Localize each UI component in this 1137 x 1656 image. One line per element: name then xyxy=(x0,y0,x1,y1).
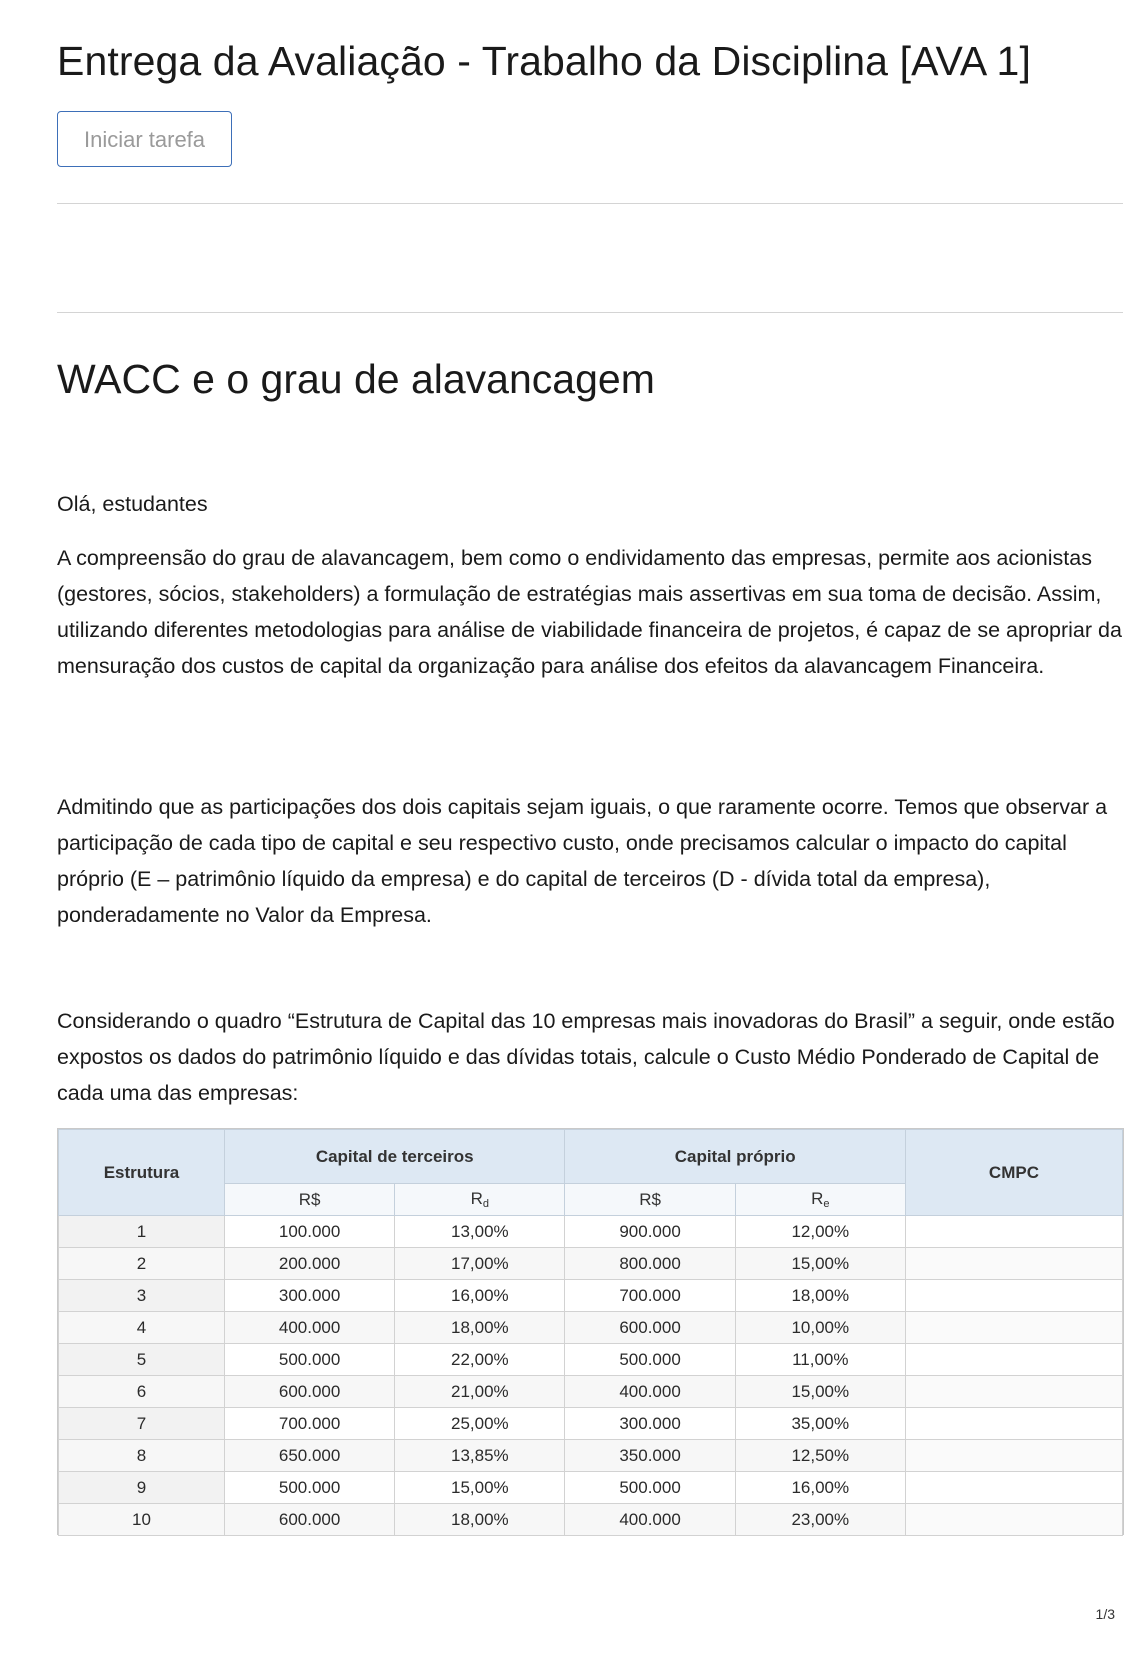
cell-debt-value: 600.000 xyxy=(224,1504,394,1536)
cell-cmpc xyxy=(905,1248,1122,1280)
cell-estrutura: 3 xyxy=(59,1280,225,1312)
cell-debt-rate: 16,00% xyxy=(395,1280,565,1312)
cell-cmpc xyxy=(905,1376,1122,1408)
cell-debt-value: 100.000 xyxy=(224,1216,394,1248)
table-row xyxy=(59,1216,1123,1248)
table-row xyxy=(59,1408,1123,1440)
table-row xyxy=(59,1248,1123,1280)
cell-debt-rate: 22,00% xyxy=(395,1344,565,1376)
greeting-text: Olá, estudantes xyxy=(57,492,208,516)
divider xyxy=(57,312,1123,313)
cell-equity-rate: 16,00% xyxy=(735,1472,905,1504)
cell-estrutura: 7 xyxy=(59,1408,225,1440)
divider xyxy=(57,203,1123,204)
cell-debt-rate: 18,00% xyxy=(395,1312,565,1344)
table-row xyxy=(59,1504,1123,1536)
table-row xyxy=(59,1440,1123,1472)
cell-cmpc xyxy=(905,1280,1122,1312)
cell-equity-value: 700.000 xyxy=(565,1280,735,1312)
cell-debt-rate: 18,00% xyxy=(395,1504,565,1536)
cell-equity-value: 800.000 xyxy=(565,1248,735,1280)
paragraph-capital-participation: Admitindo que as participações dos dois capitais sejam iguais, o que raramente ocorre. Temos que observar a participação de cada tipo de capital e seu respectivo custo, onde precisamos calcular o impacto do capital próprio (E – patrimônio líquido da empresa) e do capital de terceiros (D - dívida total da empresa), ponderadamente no Valor da Empresa. xyxy=(57,795,1108,927)
header-debt-currency: R$ xyxy=(224,1184,394,1216)
cell-cmpc xyxy=(905,1344,1122,1376)
cell-debt-rate: 13,85% xyxy=(395,1440,565,1472)
cell-debt-value: 700.000 xyxy=(224,1408,394,1440)
header-capital-terceiros: Capital de terceiros xyxy=(224,1130,564,1184)
header-equity-currency: R$ xyxy=(565,1184,735,1216)
cell-equity-rate: 18,00% xyxy=(735,1280,905,1312)
paragraph-instructions: Considerando o quadro “Estrutura de Capital das 10 empresas mais inovadoras do Brasil” a seguir, onde estão expostos os dados do patrimônio líquido e das dívidas totais, calcule o Custo Médio Ponderado de Capital de cada uma das empresas: xyxy=(57,1009,1115,1105)
cell-equity-value: 500.000 xyxy=(565,1472,735,1504)
header-equity-rate: $R_e$ xyxy=(735,1184,905,1216)
header-capital-proprio: Capital próprio xyxy=(565,1130,905,1184)
cell-estrutura: 6 xyxy=(59,1376,225,1408)
cell-equity-rate: 10,00% xyxy=(735,1312,905,1344)
header-estrutura: Estrutura xyxy=(59,1130,225,1216)
cell-equity-value: 300.000 xyxy=(565,1408,735,1440)
page-title: Entrega da Avaliação - Trabalho da Disciplina [AVA 1] xyxy=(57,38,1031,84)
cell-equity-value: 400.000 xyxy=(565,1504,735,1536)
cell-debt-rate: 25,00% xyxy=(395,1408,565,1440)
cell-estrutura: 9 xyxy=(59,1472,225,1504)
cell-cmpc xyxy=(905,1312,1122,1344)
cell-equity-rate: 23,00% xyxy=(735,1504,905,1536)
cell-estrutura: 2 xyxy=(59,1248,225,1280)
cell-debt-rate: 13,00% xyxy=(395,1216,565,1248)
table-row xyxy=(59,1312,1123,1344)
cell-equity-value: 500.000 xyxy=(565,1344,735,1376)
cell-debt-value: 500.000 xyxy=(224,1472,394,1504)
cell-cmpc xyxy=(905,1408,1122,1440)
cell-equity-rate: 15,00% xyxy=(735,1248,905,1280)
table-row xyxy=(59,1280,1123,1312)
cell-estrutura: 10 xyxy=(59,1504,225,1536)
cell-debt-value: 200.000 xyxy=(224,1248,394,1280)
cell-cmpc xyxy=(905,1216,1122,1248)
cell-estrutura: 8 xyxy=(59,1440,225,1472)
cell-estrutura: 4 xyxy=(59,1312,225,1344)
cell-debt-value: 400.000 xyxy=(224,1312,394,1344)
cell-equity-rate: 35,00% xyxy=(735,1408,905,1440)
cell-equity-rate: 15,00% xyxy=(735,1376,905,1408)
cell-cmpc xyxy=(905,1472,1122,1504)
start-task-button[interactable]: Iniciar tarefa xyxy=(57,111,232,167)
cell-debt-value: 300.000 xyxy=(224,1280,394,1312)
cell-equity-value: 350.000 xyxy=(565,1440,735,1472)
cell-cmpc xyxy=(905,1440,1122,1472)
cell-equity-value: 400.000 xyxy=(565,1376,735,1408)
capital-structure-table xyxy=(58,1129,1123,1536)
cell-equity-rate: 12,50% xyxy=(735,1440,905,1472)
cell-debt-rate: 21,00% xyxy=(395,1376,565,1408)
paragraph-intro: A compreensão do grau de alavancagem, bem como o endividamento das empresas, permite aos acionistas (gestores, sócios, stakeholders) a formulação de estratégias mais assertivas em sua toma de decisão. Assim, utilizando diferentes metodologias para análise de viabilidade financeira de projetos, é capaz de se apropriar da mensuração dos custos de capital da organização para análise dos efeitos da alavancagem Financeira. xyxy=(57,546,1122,678)
cell-equity-rate: 11,00% xyxy=(735,1344,905,1376)
page-number: 1/3 xyxy=(1095,1606,1115,1622)
cell-equity-rate: 12,00% xyxy=(735,1216,905,1248)
cell-debt-value: 650.000 xyxy=(224,1440,394,1472)
section-title: WACC e o grau de alavancagem xyxy=(57,356,655,402)
table-row xyxy=(59,1376,1123,1408)
header-cmpc: CMPC xyxy=(905,1130,1122,1216)
cell-estrutura: 5 xyxy=(59,1344,225,1376)
cell-debt-rate: 15,00% xyxy=(395,1472,565,1504)
cell-equity-value: 900.000 xyxy=(565,1216,735,1248)
capital-structure-table-image xyxy=(57,1128,1124,1535)
table-row xyxy=(59,1344,1123,1376)
cell-cmpc xyxy=(905,1504,1122,1536)
cell-debt-value: 500.000 xyxy=(224,1344,394,1376)
cell-equity-value: 600.000 xyxy=(565,1312,735,1344)
cell-debt-rate: 17,00% xyxy=(395,1248,565,1280)
cell-estrutura: 1 xyxy=(59,1216,225,1248)
header-debt-rate: $R_d$ xyxy=(395,1184,565,1216)
cell-debt-value: 600.000 xyxy=(224,1376,394,1408)
table-row xyxy=(59,1472,1123,1504)
